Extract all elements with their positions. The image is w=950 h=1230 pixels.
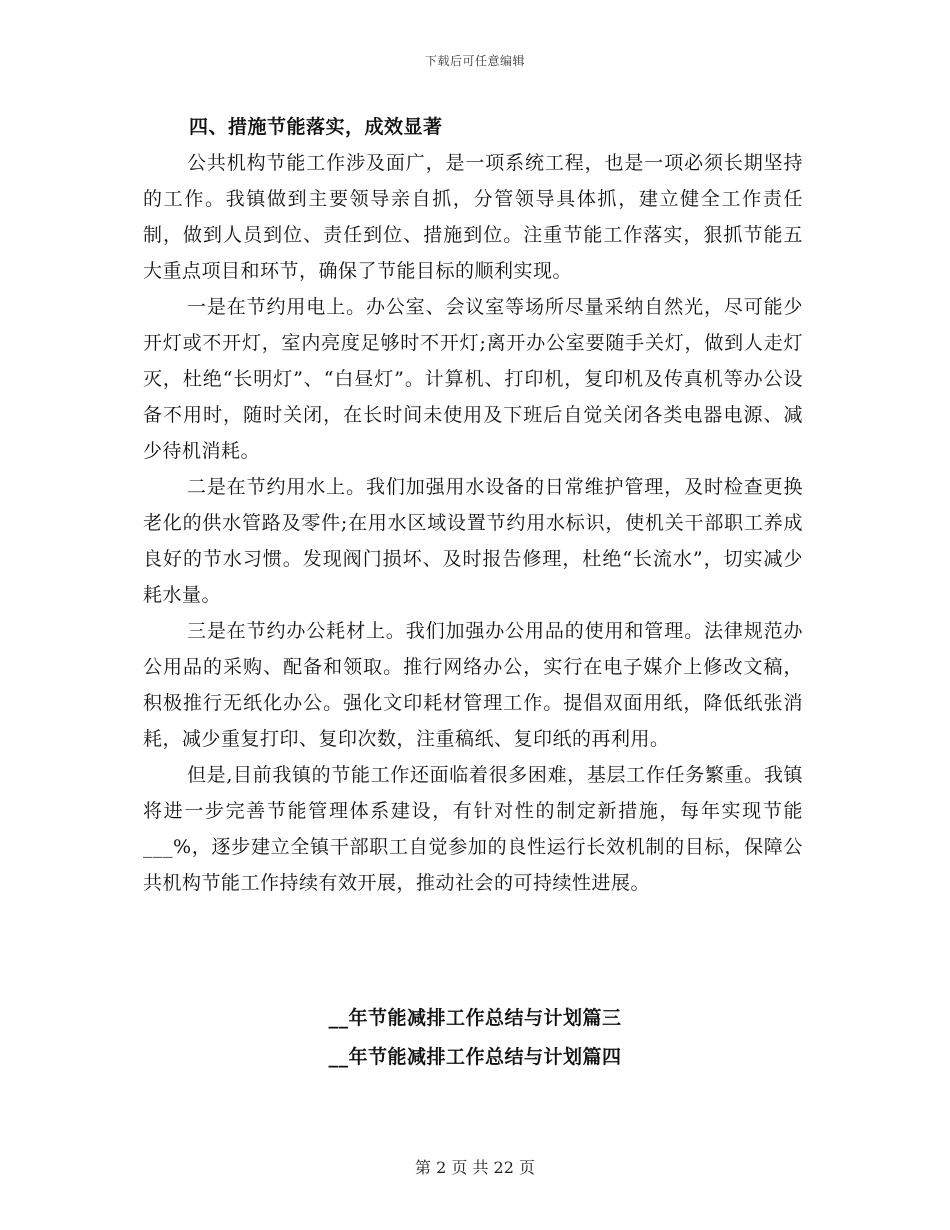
paragraph-supplies: 三是在节约办公耗材上。我们加强办公用品的使用和管理。法律规范办公用品的采购、配备和领取。推行网络办公，实行在电子媒介上修改文稿，积极推行无纸化办公。强化文印耗材管理工作。提倡双面用纸，降低纸张消耗，减少重复打印、复印次数，注重稿纸、复印纸的再利用。 — [143, 620, 803, 750]
subtitle-part-four: __年节能减排工作总结与计划篇四 — [328, 1046, 622, 1068]
section-heading: 四、措施节能落实，成效显著 — [189, 116, 443, 138]
page-header: 下载后可任意编辑 — [424, 54, 525, 68]
paragraph-conclusion: 但是,目前我镇的节能工作还面临着很多困难，基层工作任务繁重。我镇将进一步完善节能管理体系建设，有针对性的制定新措施，每年实现节能___%，逐步建立全镇干部职工自觉参加的良性运行长效机制的目标，保障公共机构节能工作持续有效开展，推动社会的可持续性进展。 — [143, 764, 803, 894]
paragraph-water: 二是在节约用水上。我们加强用水设备的日常维护管理，及时检查更换老化的供水管路及零件;在用水区域设置节约用水标识，使机关干部职工养成良好的节水习惯。发现阀门损坏、及时报告修理，杜绝“长流水”，切实减少耗水量。 — [143, 476, 803, 606]
paragraph-intro: 公共机构节能工作涉及面广，是一项系统工程，也是一项必须长期坚持的工作。我镇做到主要领导亲自抓，分管领导具体抓，建立健全工作责任制，做到人员到位、责任到位、措施到位。注重节能工作落实，狠抓节能五大重点项目和环节，确保了节能目标的顺利实现。 — [143, 152, 803, 282]
subtitle-part-three: __年节能减排工作总结与计划篇三 — [328, 1007, 622, 1029]
page-number: 第 2 页 共 22 页 — [415, 1158, 535, 1177]
document-body — [143, 110, 803, 901]
paragraph-electricity: 一是在节约用电上。办公室、会议室等场所尽量采纳自然光，尽可能少开灯或不开灯，室内亮度足够时不开灯;离开办公室要随手关灯，做到人走灯灭，杜绝“长明灯”、“白昼灯”。计算机、打印机，复印机及传真机等办公设备不用时，随时关闭，在长时间未使用及下班后自觉关闭各类电器电源、减少待机消耗。 — [143, 296, 803, 462]
